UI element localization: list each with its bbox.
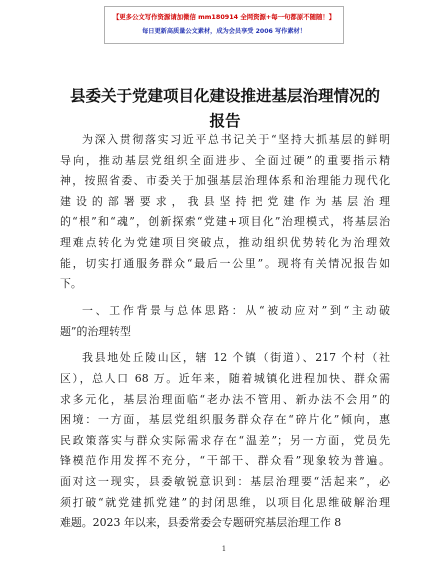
body-line: 我县地处丘陵山区，辖 12 个镇（街道）、217 个村（社 [82, 351, 390, 365]
body-line: 难题。2023 年以来，县委常委会专题研究基层治理工作 8 [60, 516, 342, 530]
body-line: 导向，推动基层党组织全面进步、全面过硬”的重要指示精 [60, 153, 390, 167]
body-line: 民政策落实与群众实际需求存在“温差”；另一方面，党员先 [60, 433, 390, 447]
body-line: 题”的治理转型 [60, 324, 131, 338]
promo-banner [104, 6, 344, 44]
body-line: 为深入贯彻落实习近平总书记关于“坚持大抓基层的鲜明 [82, 133, 390, 146]
body-line: 锋模范作用发挥不充分，“干部干、群众看”现象较为普遍。 [60, 454, 390, 468]
body-line: 须打破“就党建抓党建”的封闭思维，以项目化思维破解治理 [60, 495, 390, 509]
promo-line-2: 每日更新高质量公文素材，成为会员享受 2006 写作素材！ [142, 28, 306, 35]
body-line: 能，切实打通服务群众“最后一公里”。现将有关情况报告如 [60, 256, 390, 270]
body-line: 困境：一方面，基层党组织服务群众存在“碎片化”倾向，惠 [60, 413, 390, 427]
body-line: 面对这一现实，县委敏锐意识到：基层治理要“活起来”，必 [60, 474, 390, 488]
body-line: 下。 [60, 277, 82, 291]
body-line: 的“根”和“魂”，创新探索“党建+项目化”治理模式，将基层治 [60, 215, 390, 229]
document-title-line-1: 县委关于党建项目化建设推进基层治理情况的 [69, 87, 380, 105]
document-title-line-2: 报告 [209, 112, 241, 130]
promo-line-1: 【更多公文写作资源请加微信 mm180914 全网资源+每一句都原不随随！】 [112, 13, 336, 21]
body-line: 一、工作背景与总体思路：从“被动应对”到“主动破 [82, 303, 390, 317]
body-line: 建设的部署要求，我县坚持把党建作为基层治理 [60, 194, 390, 208]
body-line: 求多元化，基层治理面临“老办法不管用、新办法不会用”的 [60, 392, 390, 406]
body-line: 区），总人口 68 万。近年来，随着城镇化进程加快、群众需 [60, 371, 390, 385]
body-line: 理难点转化为党建项目突破点，推动组织优势转化为治理效 [60, 236, 390, 249]
body-line: 神，按照省委、市委关于加强基层治理体系和治理能力现代化 [60, 174, 390, 188]
page-number: 1 [221, 545, 227, 553]
